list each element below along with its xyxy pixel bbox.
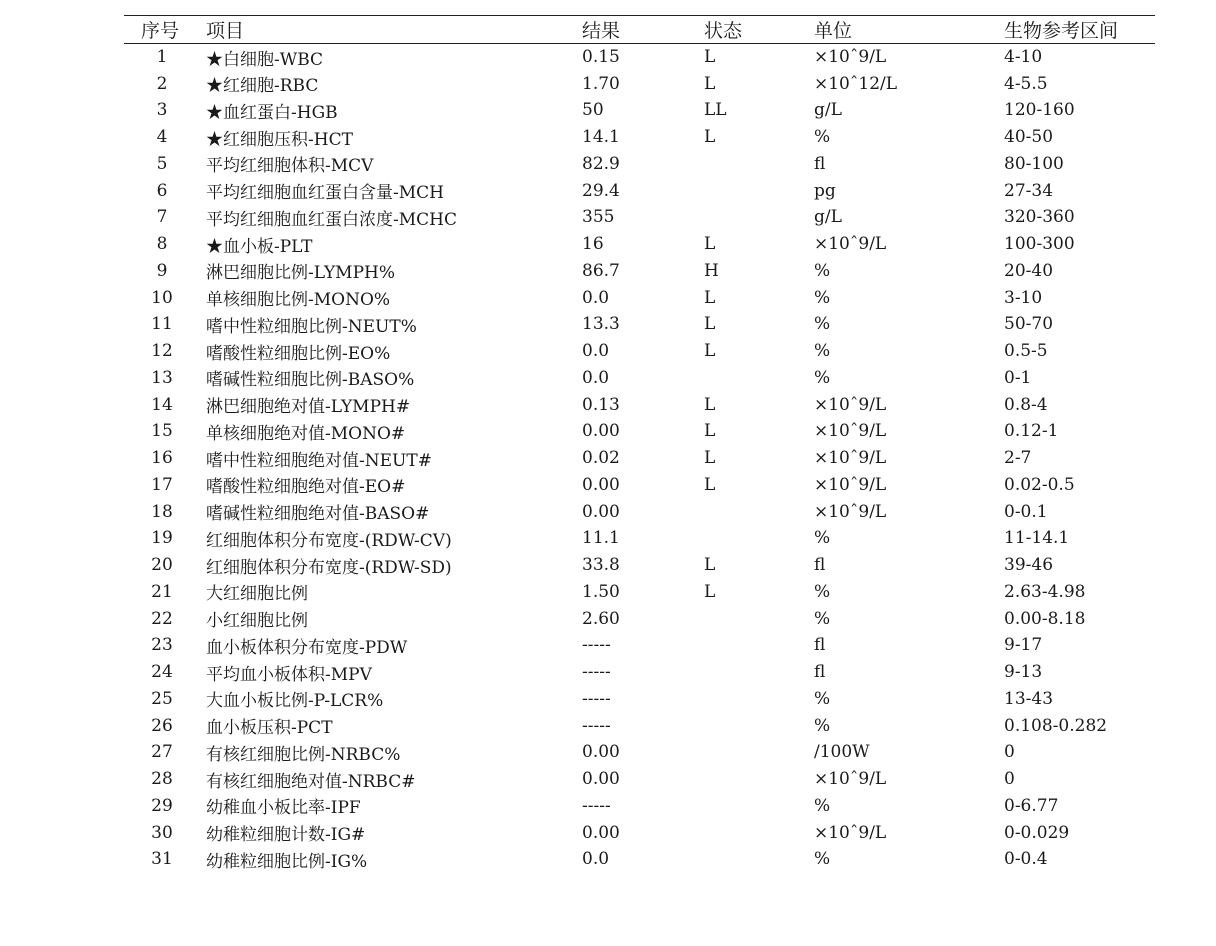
header-range: 生物参考区间 bbox=[1004, 16, 1155, 44]
row-unit: % bbox=[814, 260, 831, 281]
row-item: 小红细胞比例 bbox=[206, 611, 308, 632]
row-range: 0.8-4 bbox=[1004, 394, 1048, 415]
row-number: 23 bbox=[151, 635, 173, 656]
row-range: 9-17 bbox=[1004, 635, 1043, 656]
row-number: 6 bbox=[156, 180, 168, 201]
row-number: 4 bbox=[156, 127, 168, 148]
row-result: 0.13 bbox=[582, 394, 620, 415]
table-row bbox=[124, 793, 1155, 820]
row-status bbox=[704, 659, 814, 686]
row-range: 0.12-1 bbox=[1004, 421, 1059, 442]
row-result: 0.02 bbox=[582, 448, 620, 469]
row-unit: pg bbox=[814, 180, 836, 201]
table-row bbox=[124, 204, 1155, 231]
table-row bbox=[124, 445, 1155, 472]
row-unit: % bbox=[814, 688, 831, 709]
lab-report bbox=[124, 15, 1155, 873]
row-unit: fl bbox=[814, 662, 826, 683]
row-range: 50-70 bbox=[1004, 314, 1054, 335]
row-number: 3 bbox=[156, 100, 168, 121]
row-status bbox=[704, 793, 814, 820]
row-range: 0.5-5 bbox=[1004, 341, 1048, 362]
row-status bbox=[704, 632, 814, 659]
row-range: 4-5.5 bbox=[1004, 73, 1048, 94]
row-range: 40-50 bbox=[1004, 127, 1054, 148]
row-status: L bbox=[704, 314, 716, 335]
row-item: 平均红细胞血红蛋白浓度-MCHC bbox=[206, 209, 457, 230]
row-number: 13 bbox=[151, 367, 173, 388]
row-unit: ×10ˆ9/L bbox=[814, 234, 887, 255]
row-unit: ×10ˆ9/L bbox=[814, 47, 887, 68]
row-number: 10 bbox=[151, 287, 173, 308]
row-item: 嗜碱性粒细胞绝对值-BASO# bbox=[206, 504, 430, 525]
row-item: 大红细胞比例 bbox=[206, 584, 308, 605]
row-number: 2 bbox=[156, 73, 168, 94]
row-item: ★血小板-PLT bbox=[206, 236, 313, 257]
row-status: L bbox=[704, 555, 716, 576]
row-number: 28 bbox=[151, 769, 173, 790]
row-item: 幼稚粒细胞比例-IG% bbox=[206, 851, 368, 872]
row-item: 嗜碱性粒细胞比例-BASO% bbox=[206, 370, 415, 391]
row-number: 7 bbox=[156, 207, 168, 228]
row-item: 血小板压积-PCT bbox=[206, 718, 333, 739]
row-number: 26 bbox=[151, 715, 173, 736]
row-number: 18 bbox=[151, 501, 173, 522]
row-range: 27-34 bbox=[1004, 180, 1054, 201]
row-item: 淋巴细胞比例-LYMPH% bbox=[206, 263, 395, 284]
table-row bbox=[124, 579, 1155, 606]
row-result: 1.70 bbox=[582, 73, 620, 94]
row-item: 嗜中性粒细胞绝对值-NEUT# bbox=[206, 450, 432, 471]
row-result: 33.8 bbox=[582, 555, 620, 576]
table-row bbox=[124, 632, 1155, 659]
row-status: L bbox=[704, 421, 716, 442]
row-result: ----- bbox=[582, 715, 611, 736]
row-item: ★白细胞-WBC bbox=[206, 49, 324, 70]
row-range: 13-43 bbox=[1004, 688, 1054, 709]
table-row bbox=[124, 846, 1155, 873]
row-range: 0-6.77 bbox=[1004, 795, 1059, 816]
row-item: 嗜酸性粒细胞比例-EO% bbox=[206, 343, 391, 364]
row-status: H bbox=[704, 260, 719, 281]
row-range: 4-10 bbox=[1004, 47, 1043, 68]
row-result: 82.9 bbox=[582, 153, 620, 174]
row-result: 0.00 bbox=[582, 474, 620, 495]
table-row bbox=[124, 231, 1155, 258]
row-result: 14.1 bbox=[582, 127, 620, 148]
row-result: 0.0 bbox=[582, 849, 610, 870]
row-unit: fl bbox=[814, 153, 826, 174]
row-unit: fl bbox=[814, 635, 826, 656]
table-row bbox=[124, 124, 1155, 151]
row-status: LL bbox=[704, 100, 727, 121]
row-range: 0.108-0.282 bbox=[1004, 715, 1108, 736]
row-result: 0.0 bbox=[582, 367, 610, 388]
row-item: 红细胞体积分布宽度-(RDW-CV) bbox=[206, 530, 452, 551]
table-row bbox=[124, 311, 1155, 338]
row-status bbox=[704, 712, 814, 739]
row-result: 1.50 bbox=[582, 581, 620, 602]
row-item: ★血红蛋白-HGB bbox=[206, 102, 338, 123]
row-status: L bbox=[704, 448, 716, 469]
header-no: 序号 bbox=[124, 16, 206, 44]
row-result: 355 bbox=[582, 207, 615, 228]
row-item: 有核红细胞比例-NRBC% bbox=[206, 744, 401, 765]
row-item: 淋巴细胞绝对值-LYMPH# bbox=[206, 397, 411, 418]
row-range: 0-0.029 bbox=[1004, 822, 1070, 843]
row-range: 3-10 bbox=[1004, 287, 1043, 308]
table-row bbox=[124, 605, 1155, 632]
row-status bbox=[704, 739, 814, 766]
table-row bbox=[124, 284, 1155, 311]
row-range: 11-14.1 bbox=[1004, 528, 1070, 549]
row-range: 2.63-4.98 bbox=[1004, 581, 1086, 602]
row-unit: fl bbox=[814, 555, 826, 576]
row-range: 0 bbox=[1004, 742, 1015, 763]
row-item: 幼稚粒细胞计数-IG# bbox=[206, 825, 366, 846]
row-range: 0-0.4 bbox=[1004, 849, 1048, 870]
row-status bbox=[704, 686, 814, 713]
row-unit: % bbox=[814, 795, 831, 816]
row-unit: ×10ˆ9/L bbox=[814, 474, 887, 495]
row-result: 16 bbox=[582, 234, 604, 255]
row-status: L bbox=[704, 394, 716, 415]
table-row bbox=[124, 365, 1155, 392]
row-range: 120-160 bbox=[1004, 100, 1075, 121]
table-body bbox=[124, 44, 1155, 873]
table-row bbox=[124, 766, 1155, 793]
table-row bbox=[124, 498, 1155, 525]
row-number: 12 bbox=[151, 341, 173, 362]
row-status: L bbox=[704, 581, 716, 602]
row-unit: g/L bbox=[814, 207, 842, 228]
header-unit: 单位 bbox=[814, 16, 1004, 44]
row-status bbox=[704, 819, 814, 846]
row-number: 31 bbox=[151, 849, 173, 870]
row-unit: ×10ˆ9/L bbox=[814, 501, 887, 522]
row-number: 5 bbox=[156, 153, 168, 174]
row-unit: % bbox=[814, 581, 831, 602]
row-result: ----- bbox=[582, 795, 611, 816]
row-result: 0.0 bbox=[582, 341, 610, 362]
row-number: 16 bbox=[151, 448, 173, 469]
table-row bbox=[124, 70, 1155, 97]
row-result: 0.00 bbox=[582, 822, 620, 843]
row-unit: % bbox=[814, 367, 831, 388]
row-item: 单核细胞比例-MONO% bbox=[206, 290, 391, 311]
row-unit: % bbox=[814, 127, 831, 148]
row-number: 20 bbox=[151, 555, 173, 576]
row-number: 15 bbox=[151, 421, 173, 442]
row-status bbox=[704, 498, 814, 525]
row-item: 平均红细胞体积-MCV bbox=[206, 156, 374, 177]
row-number: 14 bbox=[151, 394, 173, 415]
row-unit: ×10ˆ9/L bbox=[814, 822, 887, 843]
table-row bbox=[124, 819, 1155, 846]
row-number: 11 bbox=[151, 314, 173, 335]
table-row bbox=[124, 151, 1155, 178]
row-result: 0.15 bbox=[582, 47, 620, 68]
table-row bbox=[124, 258, 1155, 285]
row-result: ----- bbox=[582, 662, 611, 683]
row-item: 幼稚血小板比率-IPF bbox=[206, 798, 361, 819]
row-number: 29 bbox=[151, 795, 173, 816]
row-range: 320-360 bbox=[1004, 207, 1075, 228]
header-result: 结果 bbox=[582, 16, 704, 44]
row-unit: % bbox=[814, 287, 831, 308]
row-item: 大血小板比例-P-LCR% bbox=[206, 691, 384, 712]
row-result: ----- bbox=[582, 635, 611, 656]
row-number: 17 bbox=[151, 474, 173, 495]
row-range: 0-0.1 bbox=[1004, 501, 1048, 522]
row-result: 0.00 bbox=[582, 742, 620, 763]
table-row bbox=[124, 472, 1155, 499]
row-unit: % bbox=[814, 715, 831, 736]
row-range: 20-40 bbox=[1004, 260, 1054, 281]
table-row bbox=[124, 44, 1155, 71]
row-range: 2-7 bbox=[1004, 448, 1032, 469]
row-item: 嗜酸性粒细胞绝对值-EO# bbox=[206, 477, 406, 498]
row-item: 有核红细胞绝对值-NRBC# bbox=[206, 771, 416, 792]
row-status bbox=[704, 846, 814, 873]
table-row bbox=[124, 391, 1155, 418]
row-number: 22 bbox=[151, 608, 173, 629]
row-result: 50 bbox=[582, 100, 604, 121]
row-result: 0.00 bbox=[582, 769, 620, 790]
row-unit: % bbox=[814, 849, 831, 870]
row-unit: ×10ˆ9/L bbox=[814, 394, 887, 415]
row-number: 8 bbox=[156, 234, 168, 255]
table-row bbox=[124, 97, 1155, 124]
row-unit: ×10ˆ12/L bbox=[814, 73, 898, 94]
header-item: 项目 bbox=[206, 16, 582, 44]
row-unit: % bbox=[814, 608, 831, 629]
row-range: 0.02-0.5 bbox=[1004, 474, 1075, 495]
table-row bbox=[124, 418, 1155, 445]
row-range: 39-46 bbox=[1004, 555, 1054, 576]
row-range: 0 bbox=[1004, 769, 1015, 790]
table-row bbox=[124, 552, 1155, 579]
table-row bbox=[124, 712, 1155, 739]
row-status bbox=[704, 204, 814, 231]
row-result: 29.4 bbox=[582, 180, 620, 201]
header-status: 状态 bbox=[704, 16, 814, 44]
table-row bbox=[124, 338, 1155, 365]
row-number: 27 bbox=[151, 742, 173, 763]
table-row bbox=[124, 686, 1155, 713]
row-item: 单核细胞绝对值-MONO# bbox=[206, 423, 406, 444]
row-status: L bbox=[704, 341, 716, 362]
row-range: 80-100 bbox=[1004, 153, 1064, 174]
row-number: 24 bbox=[151, 662, 173, 683]
row-range: 0.00-8.18 bbox=[1004, 608, 1086, 629]
table-row bbox=[124, 739, 1155, 766]
table-row bbox=[124, 659, 1155, 686]
row-number: 9 bbox=[156, 260, 168, 281]
row-unit: g/L bbox=[814, 100, 842, 121]
row-status: L bbox=[704, 234, 716, 255]
row-unit: /100W bbox=[814, 742, 870, 763]
row-range: 0-1 bbox=[1004, 367, 1032, 388]
row-status: L bbox=[704, 287, 716, 308]
table-header-row bbox=[124, 16, 1155, 44]
row-result: 0.00 bbox=[582, 501, 620, 522]
row-status: L bbox=[704, 474, 716, 495]
row-unit: % bbox=[814, 528, 831, 549]
row-item: 红细胞体积分布宽度-(RDW-SD) bbox=[206, 557, 452, 578]
row-status: L bbox=[704, 127, 716, 148]
row-result: 2.60 bbox=[582, 608, 620, 629]
row-status bbox=[704, 605, 814, 632]
row-status: L bbox=[704, 73, 716, 94]
row-number: 1 bbox=[156, 47, 168, 68]
row-status: L bbox=[704, 47, 716, 68]
row-range: 100-300 bbox=[1004, 234, 1075, 255]
row-result: 0.00 bbox=[582, 421, 620, 442]
table-row bbox=[124, 177, 1155, 204]
row-status bbox=[704, 151, 814, 178]
row-status bbox=[704, 177, 814, 204]
row-result: 13.3 bbox=[582, 314, 620, 335]
row-result: 86.7 bbox=[582, 260, 620, 281]
row-result: ----- bbox=[582, 688, 611, 709]
row-range: 9-13 bbox=[1004, 662, 1043, 683]
row-result: 11.1 bbox=[582, 528, 620, 549]
row-number: 30 bbox=[151, 822, 173, 843]
row-unit: % bbox=[814, 341, 831, 362]
row-unit: % bbox=[814, 314, 831, 335]
row-number: 19 bbox=[151, 528, 173, 549]
row-status bbox=[704, 766, 814, 793]
row-number: 25 bbox=[151, 688, 173, 709]
row-status bbox=[704, 365, 814, 392]
row-item: 平均血小板体积-MPV bbox=[206, 664, 372, 685]
row-number: 21 bbox=[151, 581, 173, 602]
row-item: 平均红细胞血红蛋白含量-MCH bbox=[206, 183, 444, 204]
row-item: 嗜中性粒细胞比例-NEUT% bbox=[206, 316, 417, 337]
row-status bbox=[704, 525, 814, 552]
row-unit: ×10ˆ9/L bbox=[814, 448, 887, 469]
table-row bbox=[124, 525, 1155, 552]
row-result: 0.0 bbox=[582, 287, 610, 308]
row-item: 血小板体积分布宽度-PDW bbox=[206, 637, 408, 658]
row-unit: ×10ˆ9/L bbox=[814, 421, 887, 442]
row-unit: ×10ˆ9/L bbox=[814, 769, 887, 790]
row-item: ★红细胞-RBC bbox=[206, 76, 319, 97]
blood-test-table bbox=[124, 15, 1155, 873]
row-item: ★红细胞压积-HCT bbox=[206, 129, 353, 150]
